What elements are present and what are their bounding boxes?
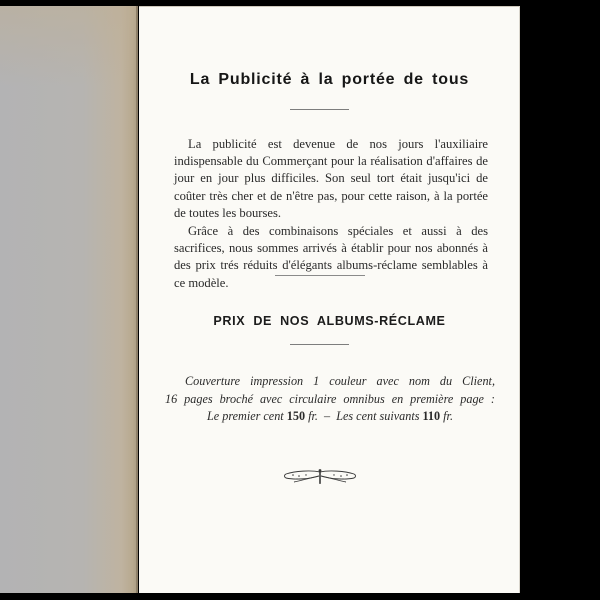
cover-stain — [0, 6, 138, 86]
booklet-cover — [0, 6, 138, 593]
section-heading: PRIX DE NOS ALBUMS-RÉCLAME — [213, 314, 446, 328]
offer-paragraph: Grâce à des combinaisons spéciales et aussi à des sacrifices, nous sommes arrivés à établir pour nos abonnés à des prix trés réduits d'élégants albums-réclame semblables à ce modèle. — [174, 224, 488, 290]
section-divider — [275, 275, 365, 276]
cover-fold-edge — [136, 6, 138, 593]
first-hundred-price: 150 — [286, 409, 306, 423]
page-title: La Publicité à la portée de tous — [189, 71, 470, 88]
title-divider — [290, 109, 349, 110]
price-separator: – — [324, 409, 331, 423]
currency-label: fr. — [443, 409, 453, 423]
pricing-line-pages: 16 pages broché avec circulaire omnibus en première page : — [165, 391, 495, 406]
next-hundreds-label: Les cent suivants — [336, 409, 420, 423]
dragonfly-ornament-icon — [283, 469, 357, 485]
first-hundred-label: Le premier cent — [206, 409, 284, 423]
next-hundreds-price: 110 — [422, 409, 441, 423]
pricing-line-cover: Couverture impression 1 couleur avec nom du Client, — [185, 374, 495, 388]
intro-paragraph: La publicité est devenue de nos jours l'auxiliaire indispensable du Commerçant pour la réalisation d'affaires de jour en jour plus difficiles. Son seul tort était jusqu'ici de coûter très cher et de n'être pas, pour cette raison, à la portée de toutes les bourses. — [174, 137, 488, 220]
currency-label: fr. — [308, 409, 318, 423]
booklet-page — [139, 6, 520, 593]
heading-divider — [290, 344, 349, 345]
pricing-line-prices — [165, 408, 495, 426]
pricing-block — [165, 373, 495, 426]
